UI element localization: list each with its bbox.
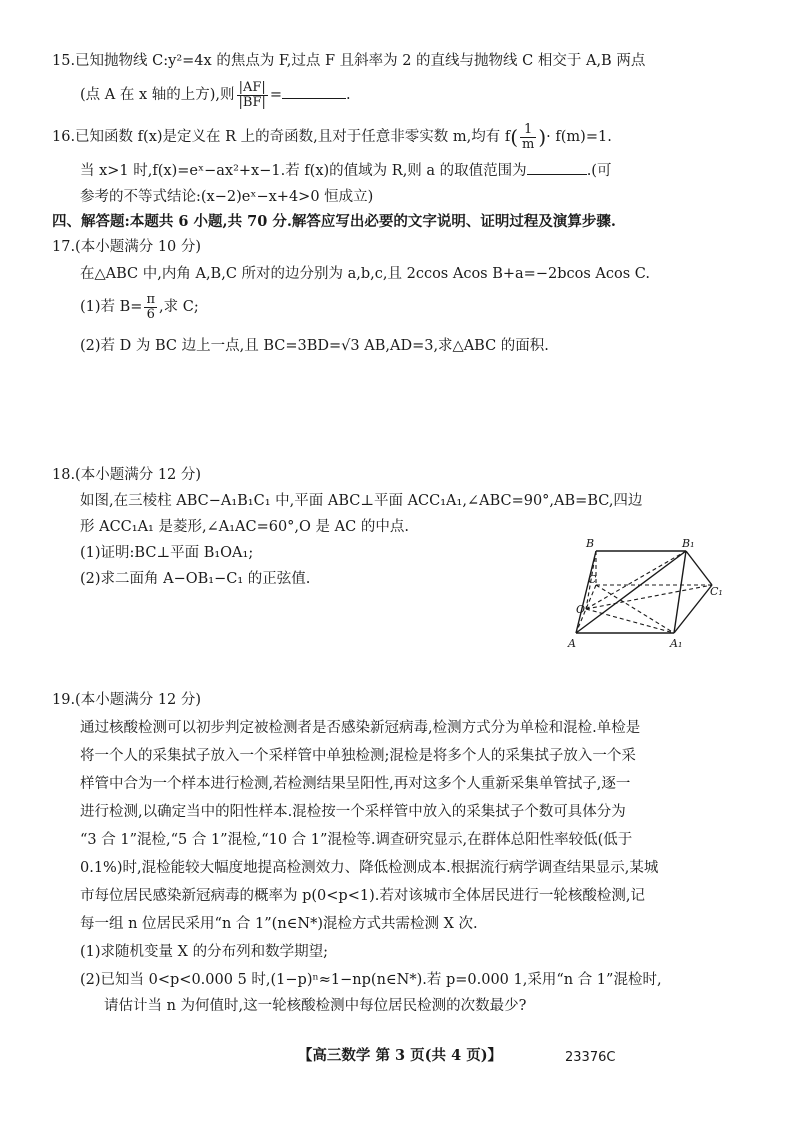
q16-frac-num: 1	[520, 123, 536, 138]
q16-line2-post: .(可	[586, 163, 612, 179]
q18-part2: (2)求二面角 A−OB₁−C₁ 的正弦值.	[80, 571, 311, 587]
label-B: B	[586, 537, 595, 550]
q15-line2	[80, 80, 351, 110]
q19-line-6: 0.1%)时,混检能较大幅度地提高检测效力、降低检测成本.根据流行病学调查结果显示,某城	[80, 860, 659, 876]
q15-ratio-den: |BF|	[238, 94, 266, 110]
q19-part1: (1)求随机变量 X 的分布列和数学期望;	[80, 944, 328, 960]
q18-header: 18.(本小题满分 12 分)	[52, 467, 202, 483]
q19-line-1: 通过核酸检测可以初步判定被检测者是否感染新冠病毒,检测方式分为单检和混检.单检是	[80, 720, 641, 736]
q15-ratio-num: |AF|	[237, 81, 268, 96]
q19-header: 19.(本小题满分 12 分)	[52, 692, 202, 708]
q15-line2-end: .	[346, 87, 351, 103]
q15-line2-pre: (点 A 在 x 轴的上方),则	[80, 87, 235, 103]
q16-line1: 16.已知函数 f(x)是定义在 R 上的奇函数,且对于任意非零实数 m,均有 f( $\frac{1}{m}$ )· f(m)=1.	[52, 121, 612, 152]
q16-frac	[520, 123, 536, 152]
q17-frac-num: π	[146, 291, 156, 307]
page-footer: 【高三数学 第 3 页(共 4 页)】	[297, 1047, 503, 1064]
q19-line-2: 将一个人的采集拭子放入一个采样管中单独检测;混检是将多个人的采集拭子放入一个采	[80, 748, 636, 764]
q19-part2-line2: 请估计当 n 为何值时,这一轮核酸检测中每位居民检测的次数最少?	[104, 998, 527, 1014]
q17-frac-den: 6	[146, 306, 155, 322]
prism-figure	[560, 535, 723, 655]
q17-part1-post: ,求 C;	[159, 299, 199, 315]
edge-OA1	[586, 609, 674, 633]
q17-stem: 在△ABC 中,内角 A,B,C 所对的边分别为 a,b,c,且 2ccos Acos B+a=−2bcos Acos C.	[80, 266, 650, 282]
q16-answer-blank	[527, 174, 587, 175]
q16-line2-pre: 当 x>1 时,f(x)=eˣ−ax²+x−1.若 f(x)的值域为 R,则 a 的取值范围为	[80, 163, 527, 179]
q15-answer-blank	[282, 98, 346, 99]
q16-line3: 参考的不等式结论:(x−2)eˣ−x+4>0 恒成立)	[80, 189, 374, 205]
label-A1: A₁	[670, 637, 683, 650]
label-B1: B₁	[682, 537, 695, 550]
label-C1: C₁	[710, 585, 723, 598]
label-A: A	[568, 637, 576, 650]
q19-line-8: 每一组 n 位居民采用“n 合 1”(n∈N*)混检方式共需检测 X 次.	[80, 916, 478, 932]
q17-part2: (2)若 D 为 BC 边上一点,且 BC=3BD=√3 AB,AD=3,求△ABC 的面积.	[80, 338, 549, 354]
q18-line1: 如图,在三棱柱 ABC−A₁B₁C₁ 中,平面 ABC⊥平面 ACC₁A₁,∠ABC=90°,AB=BC,四边	[80, 493, 643, 509]
edge-OB1	[586, 551, 686, 609]
exam-code: 23376C	[565, 1050, 616, 1065]
edge-OC1	[586, 585, 712, 609]
q16-line2	[80, 160, 611, 182]
section4-heading: 四、解答题:本题共 6 小题,共 70 分.解答应写出必要的文字说明、证明过程及演算步骤.	[52, 213, 616, 230]
q19-part2-line1: (2)已知当 0<p<0.000 5 时,(1−p)ⁿ≈1−np(n∈N*).若 p=0.000 1,采用“n 合 1”混检时,	[80, 972, 662, 988]
q17-part1	[80, 290, 199, 324]
q19-line-7: 市每位居民感染新冠病毒的概率为 p(0<p<1).若对该城市全体居民进行一轮核酸检测,记	[80, 888, 645, 904]
q17-header: 17.(本小题满分 10 分)	[52, 239, 202, 255]
q15-ratio	[237, 81, 268, 110]
q16-frac-den: m	[522, 136, 535, 152]
q16-line1-pre: 16.已知函数 f(x)是定义在 R 上的奇函数,且对于任意非零实数 m,均有 f	[52, 129, 511, 145]
q17-part1-pre: (1)若 B=	[80, 299, 143, 315]
q19-line-3: 样管中合为一个样本进行检测,若检测结果呈阳性,再对这多个人重新采集单管拭子,逐一	[80, 776, 631, 792]
q15-line1: 15.已知抛物线 C:y²=4x 的焦点为 F,过点 F 且斜率为 2 的直线与抛物线 C 相交于 A,B 两点	[52, 53, 646, 69]
q18-part1: (1)证明:BC⊥平面 B₁OA₁;	[80, 545, 254, 561]
q16-line1-post: · f(m)=1.	[546, 129, 612, 145]
q19-line-4: 进行检测,以确定当中的阳性样本.混检按一个采样管中放入的采集拭子个数可具体分为	[80, 804, 626, 820]
label-O: O	[576, 603, 586, 616]
label-C: C	[588, 573, 597, 586]
q17-part1-frac	[144, 293, 157, 322]
q18-line2: 形 ACC₁A₁ 是菱形,∠A₁AC=60°,O 是 AC 的中点.	[80, 519, 409, 535]
q19-line-5: “3 合 1”混检,“5 合 1”混检,“10 合 1”混检等.调查研究显示,在群体总阳性率较低(低于	[80, 832, 633, 848]
edge-B1C1	[686, 551, 712, 585]
q15-line2-eq: =	[269, 87, 283, 103]
